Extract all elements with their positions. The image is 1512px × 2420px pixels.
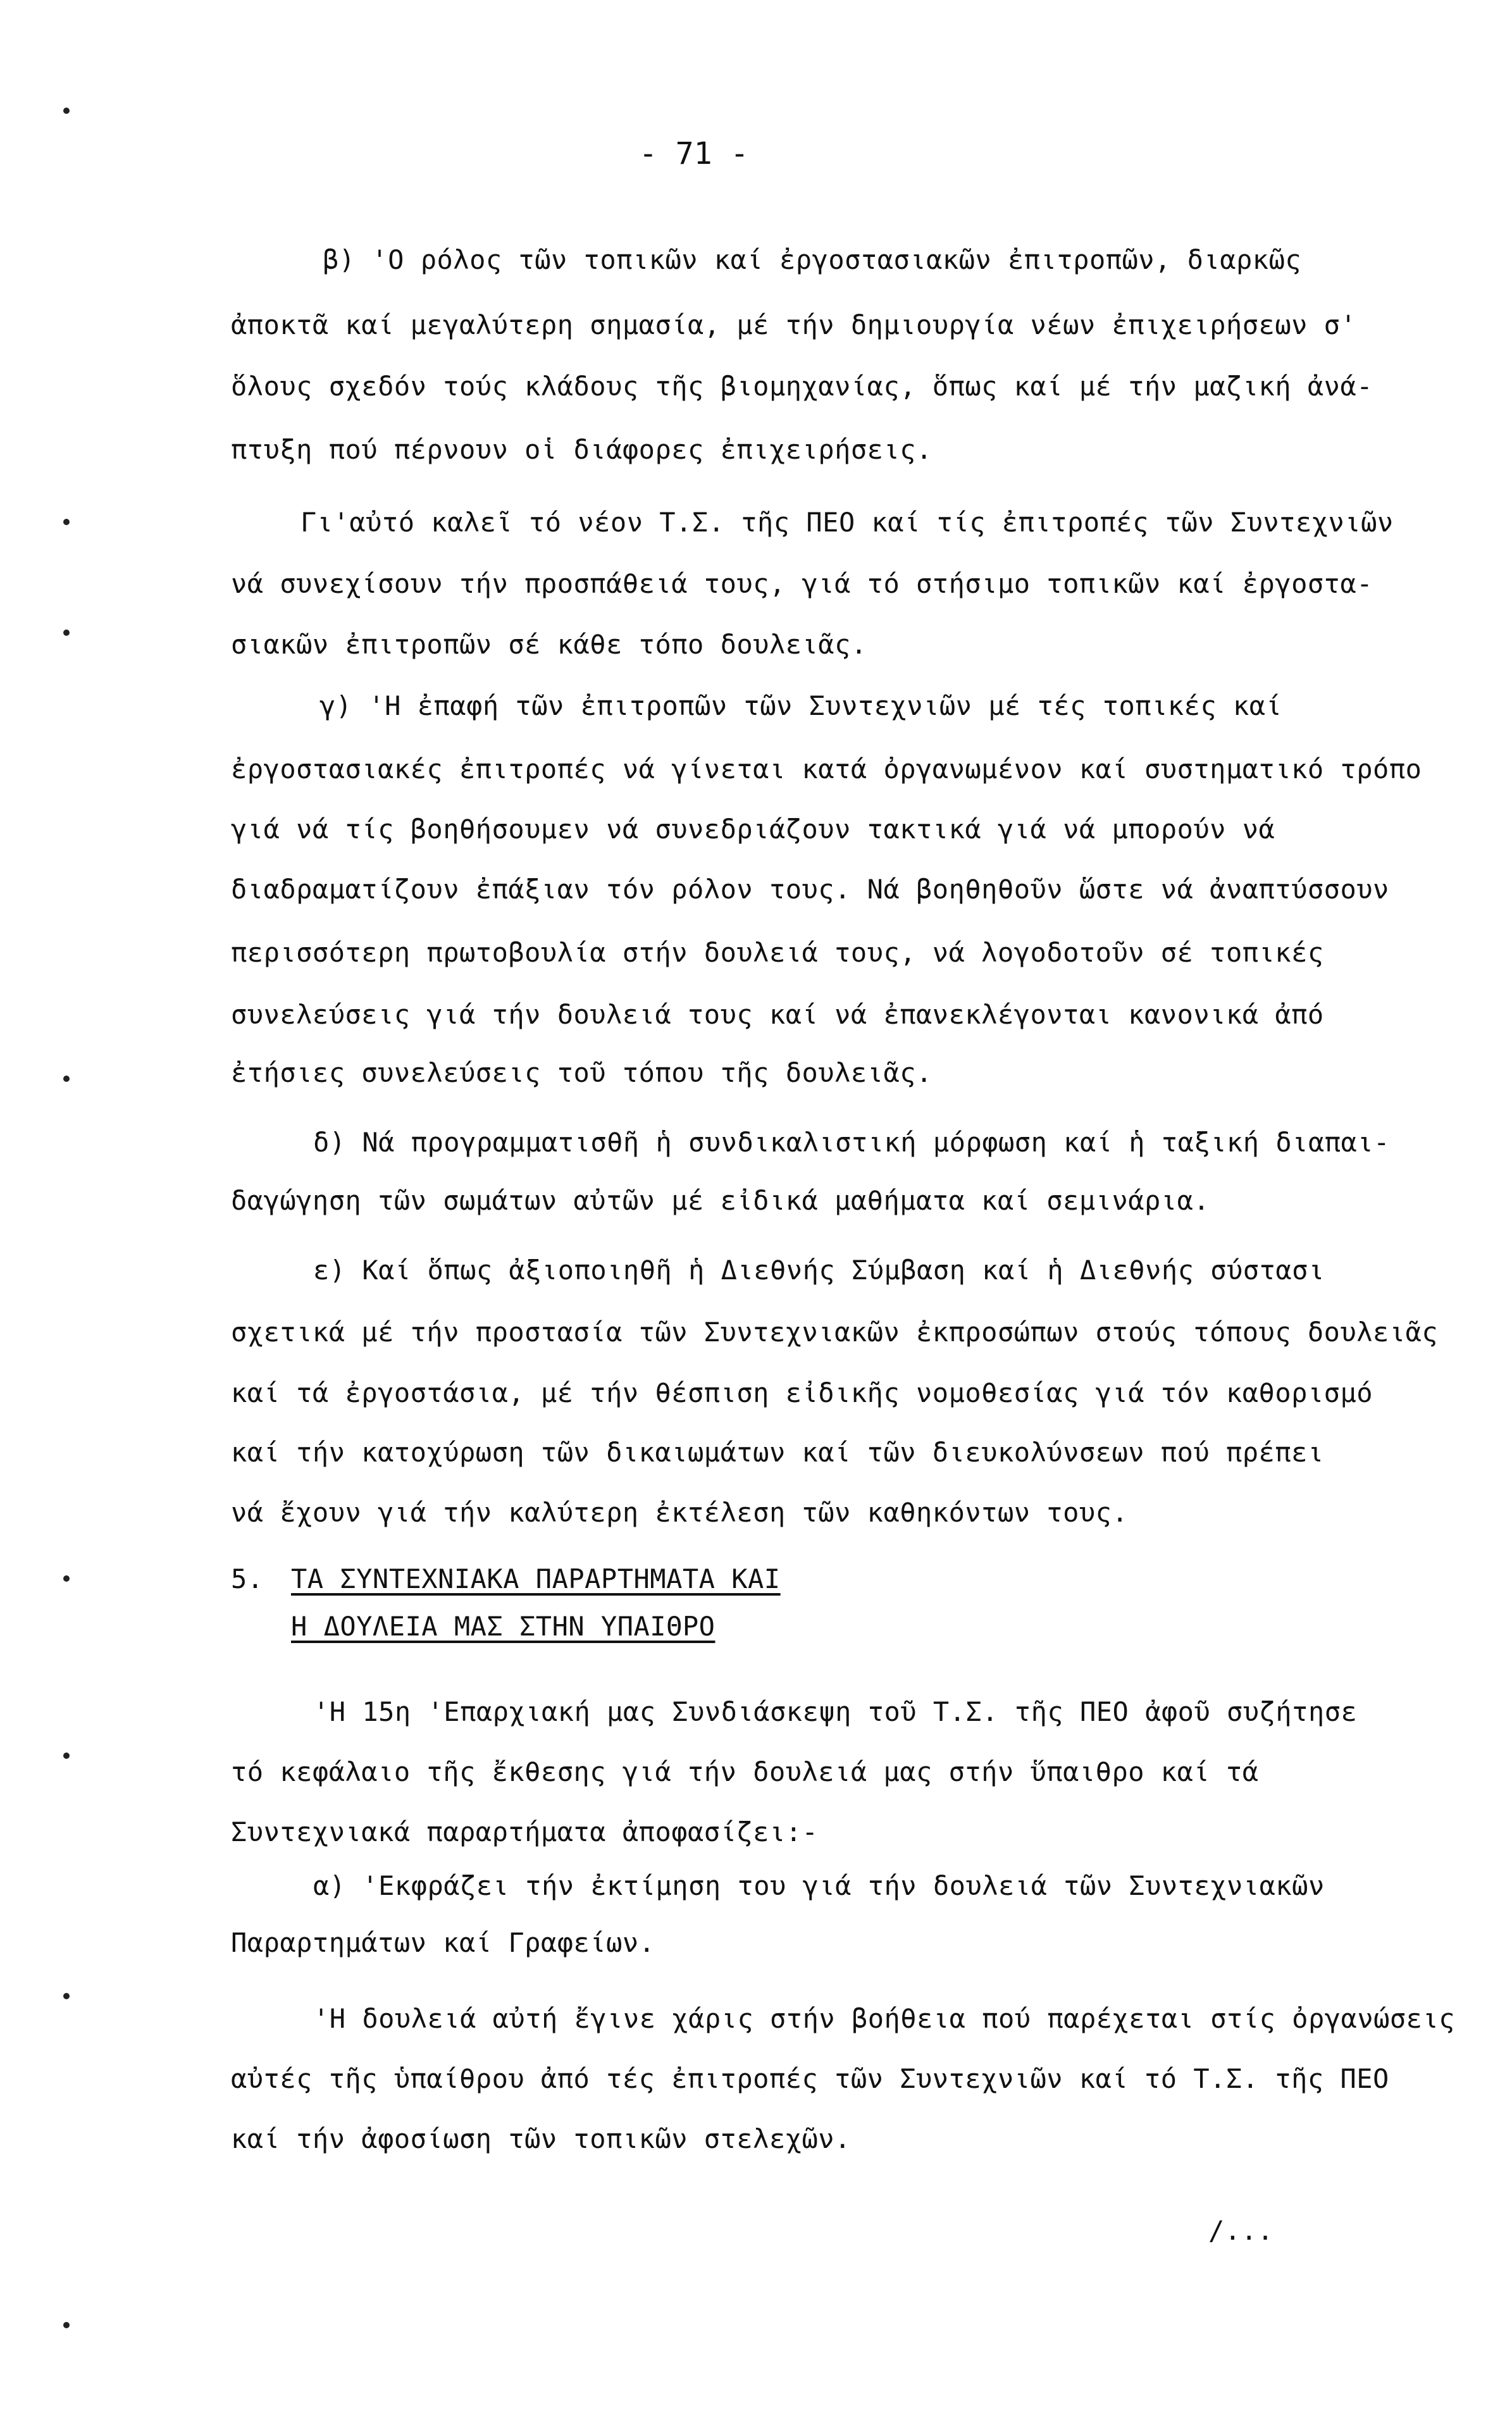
text-line: συνελεύσεις γιά τήν δουλειά τους καί νά ἐπανεκλέγονται κανονικά ἀπό xyxy=(231,999,1324,1030)
text-line: δαγώγηση τῶν σωμάτων αὐτῶν μέ εἰδικά μαθήματα καί σεμινάρια. xyxy=(231,1185,1210,1216)
text-line: διαδραματίζουν ἐπάξιαν τόν ρόλον τους. Νά βοηθηθοῦν ὥστε νά ἀναπτύσσουν xyxy=(231,874,1389,905)
text-line: σιακῶν ἐπιτροπῶν σέ κάθε τόπο δουλειᾶς. xyxy=(231,629,867,660)
text-line: Παραρτημάτων καί Γραφείων. xyxy=(231,1927,655,1958)
text-line: β) 'Ο ρόλος τῶν τοπικῶν καί ἐργοστασιακῶν ἐπιτροπῶν, διαρκῶς xyxy=(323,244,1302,275)
margin-mark xyxy=(63,1753,70,1759)
text-line: τό κεφάλαιο τῆς ἔκθεσης γιά τήν δουλειά μας στήν ὕπαιθρο καί τά xyxy=(231,1756,1259,1787)
section-title: Η ΔΟΥΛΕΙΑ ΜΑΣ ΣΤΗΝ ΥΠΑΙΘΡΟ xyxy=(291,1611,716,1642)
margin-mark xyxy=(63,1076,70,1082)
text-line: α) 'Εκφράζει τήν ἐκτίμηση του γιά τήν δουλειά τῶν Συντεχνιακῶν xyxy=(313,1870,1325,1901)
text-line: πτυξη πού πέρνουν οἱ διάφορες ἐπιχειρήσεις. xyxy=(231,434,933,465)
text-line: γ) 'Η ἐπαφή τῶν ἐπιτροπῶν τῶν Συντεχνιῶν μέ τές τοπικές καί xyxy=(319,690,1282,721)
text-line: ἀποκτᾶ καί μεγαλύτερη σημασία, μέ τήν δημιουργία νέων ἐπιχειρήσεων σ' xyxy=(231,309,1357,340)
text-line: αὐτές τῆς ὑπαίθρου ἀπό τές ἐπιτροπές τῶν Συντεχνιῶν καί τό Τ.Σ. τῆς ΠΕΟ xyxy=(231,2063,1389,2094)
text-line: ἐργοστασιακές ἐπιτροπές νά γίνεται κατά ὀργανωμένον καί συστηματικό τρόπο xyxy=(231,754,1422,785)
text-line: 'Η 15η 'Επαρχιακή μας Συνδιάσκεψη τοῦ Τ.Σ. τῆς ΠΕΟ ἀφοῦ συζήτησε xyxy=(313,1696,1358,1727)
margin-mark xyxy=(63,1993,70,1999)
text-line: 'Η δουλειά αὐτή ἔγινε χάρις στήν βοήθεια πού παρέχεται στίς ὀργανώσεις xyxy=(313,2003,1456,2034)
text-line: καί τά ἐργοστάσια, μέ τήν θέσπιση εἰδικῆς νομοθεσίας γιά τόν καθορισμό xyxy=(231,1377,1373,1408)
text-line: Συντεχνιακά παραρτήματα ἀποφασίζει:- xyxy=(231,1816,819,1847)
margin-mark xyxy=(63,108,70,114)
text-line: νά συνεχίσουν τήν προσπάθειά τους, γιά τό στήσιμο τοπικῶν καί ἐργοστα- xyxy=(231,568,1373,599)
text-line: γιά νά τίς βοηθήσουμεν νά συνεδριάζουν τακτικά γιά νά μπορούν νά xyxy=(231,814,1275,845)
text-line: σχετικά μέ τήν προστασία τῶν Συντεχνιακῶν ἐκπροσώπων στούς τόπους δουλειᾶς xyxy=(231,1317,1439,1348)
page-number: - 71 - xyxy=(639,136,749,171)
margin-mark xyxy=(63,630,70,636)
text-line: καί τήν ἀφοσίωση τῶν τοπικῶν στελεχῶν. xyxy=(231,2123,851,2154)
text-line: νά ἔχουν γιά τήν καλύτερη ἐκτέλεση τῶν καθηκόντων τους. xyxy=(231,1497,1129,1528)
section-number: 5. xyxy=(231,1563,264,1594)
text-line: δ) Νά προγραμματισθῆ ἡ συνδικαλιστική μόρφωση καί ἡ ταξική διαπαι- xyxy=(313,1127,1390,1158)
continuation-mark: /... xyxy=(1208,2215,1274,2246)
text-line: Γι'αὐτό καλεῖ τό νέον Τ.Σ. τῆς ΠΕΟ καί τίς ἐπιτροπές τῶν Συντεχνιῶν xyxy=(301,507,1394,538)
text-line: περισσότερη πρωτοβουλία στήν δουλειά τους, νά λογοδοτοῦν σέ τοπικές xyxy=(231,937,1324,968)
text-line: ε) Καί ὅπως ἀξιοποιηθῆ ἡ Διεθνής Σύμβαση καί ἡ Διεθνής σύστασι xyxy=(313,1255,1325,1286)
section-title: ΤΑ ΣΥΝΤΕΧΝΙΑΚΑ ΠΑΡΑΡΤΗΜΑΤΑ ΚΑΙ xyxy=(291,1563,781,1594)
margin-mark xyxy=(63,2322,70,2328)
text-line: ὅλους σχεδόν τούς κλάδους τῆς βιομηχανίας, ὅπως καί μέ τήν μαζική ἀνά- xyxy=(231,371,1373,402)
text-line: καί τήν κατοχύρωση τῶν δικαιωμάτων καί τῶν διευκολύνσεων πού πρέπει xyxy=(231,1437,1324,1468)
text-line: ἐτήσιες συνελεύσεις τοῦ τόπου τῆς δουλειᾶς. xyxy=(231,1057,933,1088)
margin-mark xyxy=(63,1575,70,1582)
margin-mark xyxy=(63,519,70,525)
